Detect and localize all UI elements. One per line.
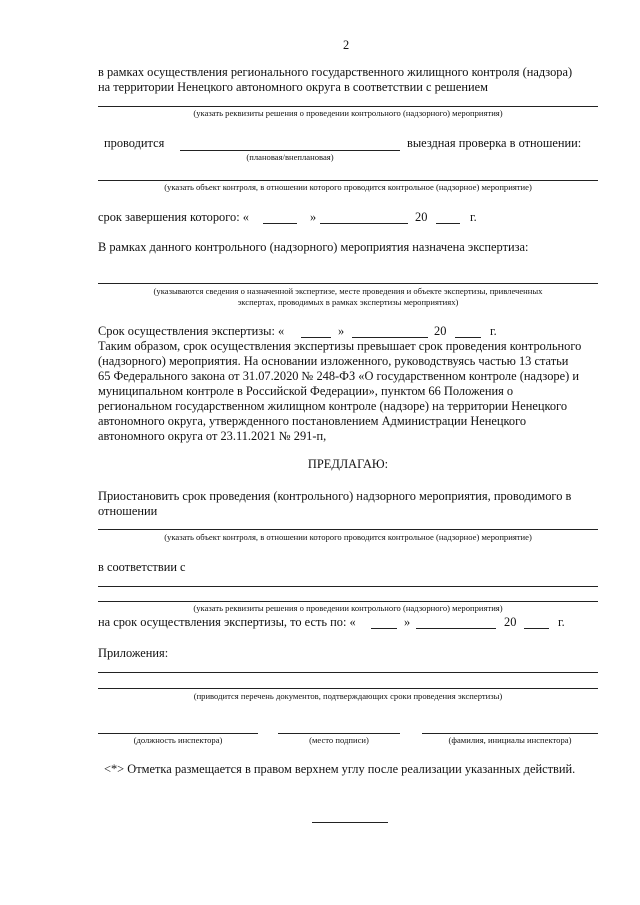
justification-line-4: муниципальном контроле в Российской Федерации», пунктом 66 Положения о	[98, 384, 514, 398]
for-term-year-prefix: 20	[504, 615, 517, 629]
inspection-type-blank	[180, 150, 400, 151]
expertise-term-month-blank	[352, 337, 428, 338]
for-term-year-blank	[524, 628, 549, 629]
position-hint: (должность инспектора)	[133, 735, 223, 745]
expertise-hint-line-1: (указываются сведения о назначенной экспертизе, месте проведения и объекте экспертизы, привлеченных	[153, 286, 543, 296]
object-blank-line	[98, 180, 598, 181]
deadline-label: срок завершения которого: «	[98, 210, 249, 224]
attachments-blank-line-2	[98, 688, 598, 689]
object-blank-line-2	[98, 529, 598, 530]
for-term-close-quote: »	[404, 615, 411, 629]
footnote: <*> Отметка размещается в правом верхнем углу после реализации указанных действий.	[104, 762, 576, 776]
inspection-type-hint: (плановая/внеплановая)	[246, 152, 334, 162]
expertise-term-label: Срок осуществления экспертизы: «	[98, 324, 285, 338]
place-hint: (место подписи)	[309, 735, 369, 745]
attachments-label: Приложения:	[98, 646, 169, 660]
page-number: 2	[343, 38, 350, 52]
deadline-close-quote: »	[310, 210, 317, 224]
conducted-tail: выездная проверка в отношении:	[407, 136, 582, 150]
bottom-divider	[312, 822, 388, 823]
deadline-year-blank	[436, 223, 460, 224]
justification-line-1: Таким образом, срок осуществления экспертизы превышает срок проведения контрольного	[98, 339, 582, 353]
justification-line-5: региональном государственном жилищном контроле (надзоре) на территории Ненецкого	[98, 399, 568, 413]
expertise-assigned-text: В рамках данного контрольного (надзорного) мероприятия назначена экспертиза:	[98, 240, 529, 254]
expertise-term-close-quote: »	[338, 324, 345, 338]
name-hint: (фамилия, инициалы инспектора)	[448, 735, 572, 745]
expertise-term-year-prefix: 20	[434, 324, 447, 338]
justification-line-3: 65 Федерального закона от 31.07.2020 № 248-ФЗ «О государственном контроле (надзоре) и	[98, 369, 579, 383]
for-term-label: на срок осуществления экспертизы, то есть по: «	[98, 615, 356, 629]
decision-hint-2: (указать реквизиты решения о проведении контрольного (надзорного) мероприятия)	[193, 603, 503, 613]
propose-heading: ПРЕДЛАГАЮ:	[307, 457, 389, 471]
expertise-blank-line	[98, 283, 598, 284]
attachments-hint: (приводится перечень документов, подтверждающих сроки проведения экспертизы)	[193, 691, 503, 701]
attachments-blank-line-1	[98, 672, 598, 673]
deadline-day-blank	[263, 223, 297, 224]
justification-line-7: автономного округа от 23.11.2021 № 291-п,	[98, 429, 327, 443]
deadline-unit: г.	[470, 210, 477, 224]
suspend-line-2: отношении	[98, 504, 158, 518]
intro-line-1: в рамках осуществления регионального государственного жилищного контроля (надзора)	[98, 65, 573, 79]
place-blank	[278, 733, 400, 734]
accordance-blank-line-1	[98, 586, 598, 587]
for-term-day-blank	[371, 628, 397, 629]
for-term-unit: г.	[558, 615, 565, 629]
accordance-label: в соответствии с	[98, 560, 186, 574]
decision-hint: (указать реквизиты решения о проведении контрольного (надзорного) мероприятия)	[193, 108, 503, 118]
expertise-hint-line-2: экспертах, проводимых в рамках экспертизы мероприятиях)	[237, 297, 459, 307]
intro-line-2: на территории Ненецкого автономного округа в соответствии с решением	[98, 80, 488, 94]
for-term-month-blank	[416, 628, 496, 629]
expertise-term-unit: г.	[490, 324, 497, 338]
justification-line-2: (надзорного) мероприятия. На основании изложенного, руководствуясь частью 13 статьи	[98, 354, 569, 368]
decision-blank-line	[98, 106, 598, 107]
suspend-line-1: Приостановить срок проведения (контрольного) надзорного мероприятия, проводимого в	[98, 489, 572, 503]
deadline-year-prefix: 20	[415, 210, 428, 224]
object-hint-2: (указать объект контроля, в отношении которого проводится контрольное (надзорное) мероприятие)	[164, 532, 532, 542]
justification-line-6: автономного округа, утвержденного постановлением Администрации Ненецкого	[98, 414, 527, 428]
accordance-blank-line-2	[98, 601, 598, 602]
expertise-term-day-blank	[301, 337, 331, 338]
position-blank	[98, 733, 258, 734]
conducted-label: проводится	[104, 136, 165, 150]
name-blank	[422, 733, 598, 734]
expertise-term-year-blank	[455, 337, 481, 338]
deadline-month-blank	[320, 223, 408, 224]
object-hint: (указать объект контроля, в отношении которого проводится контрольное (надзорное) мероприятие)	[164, 182, 532, 192]
